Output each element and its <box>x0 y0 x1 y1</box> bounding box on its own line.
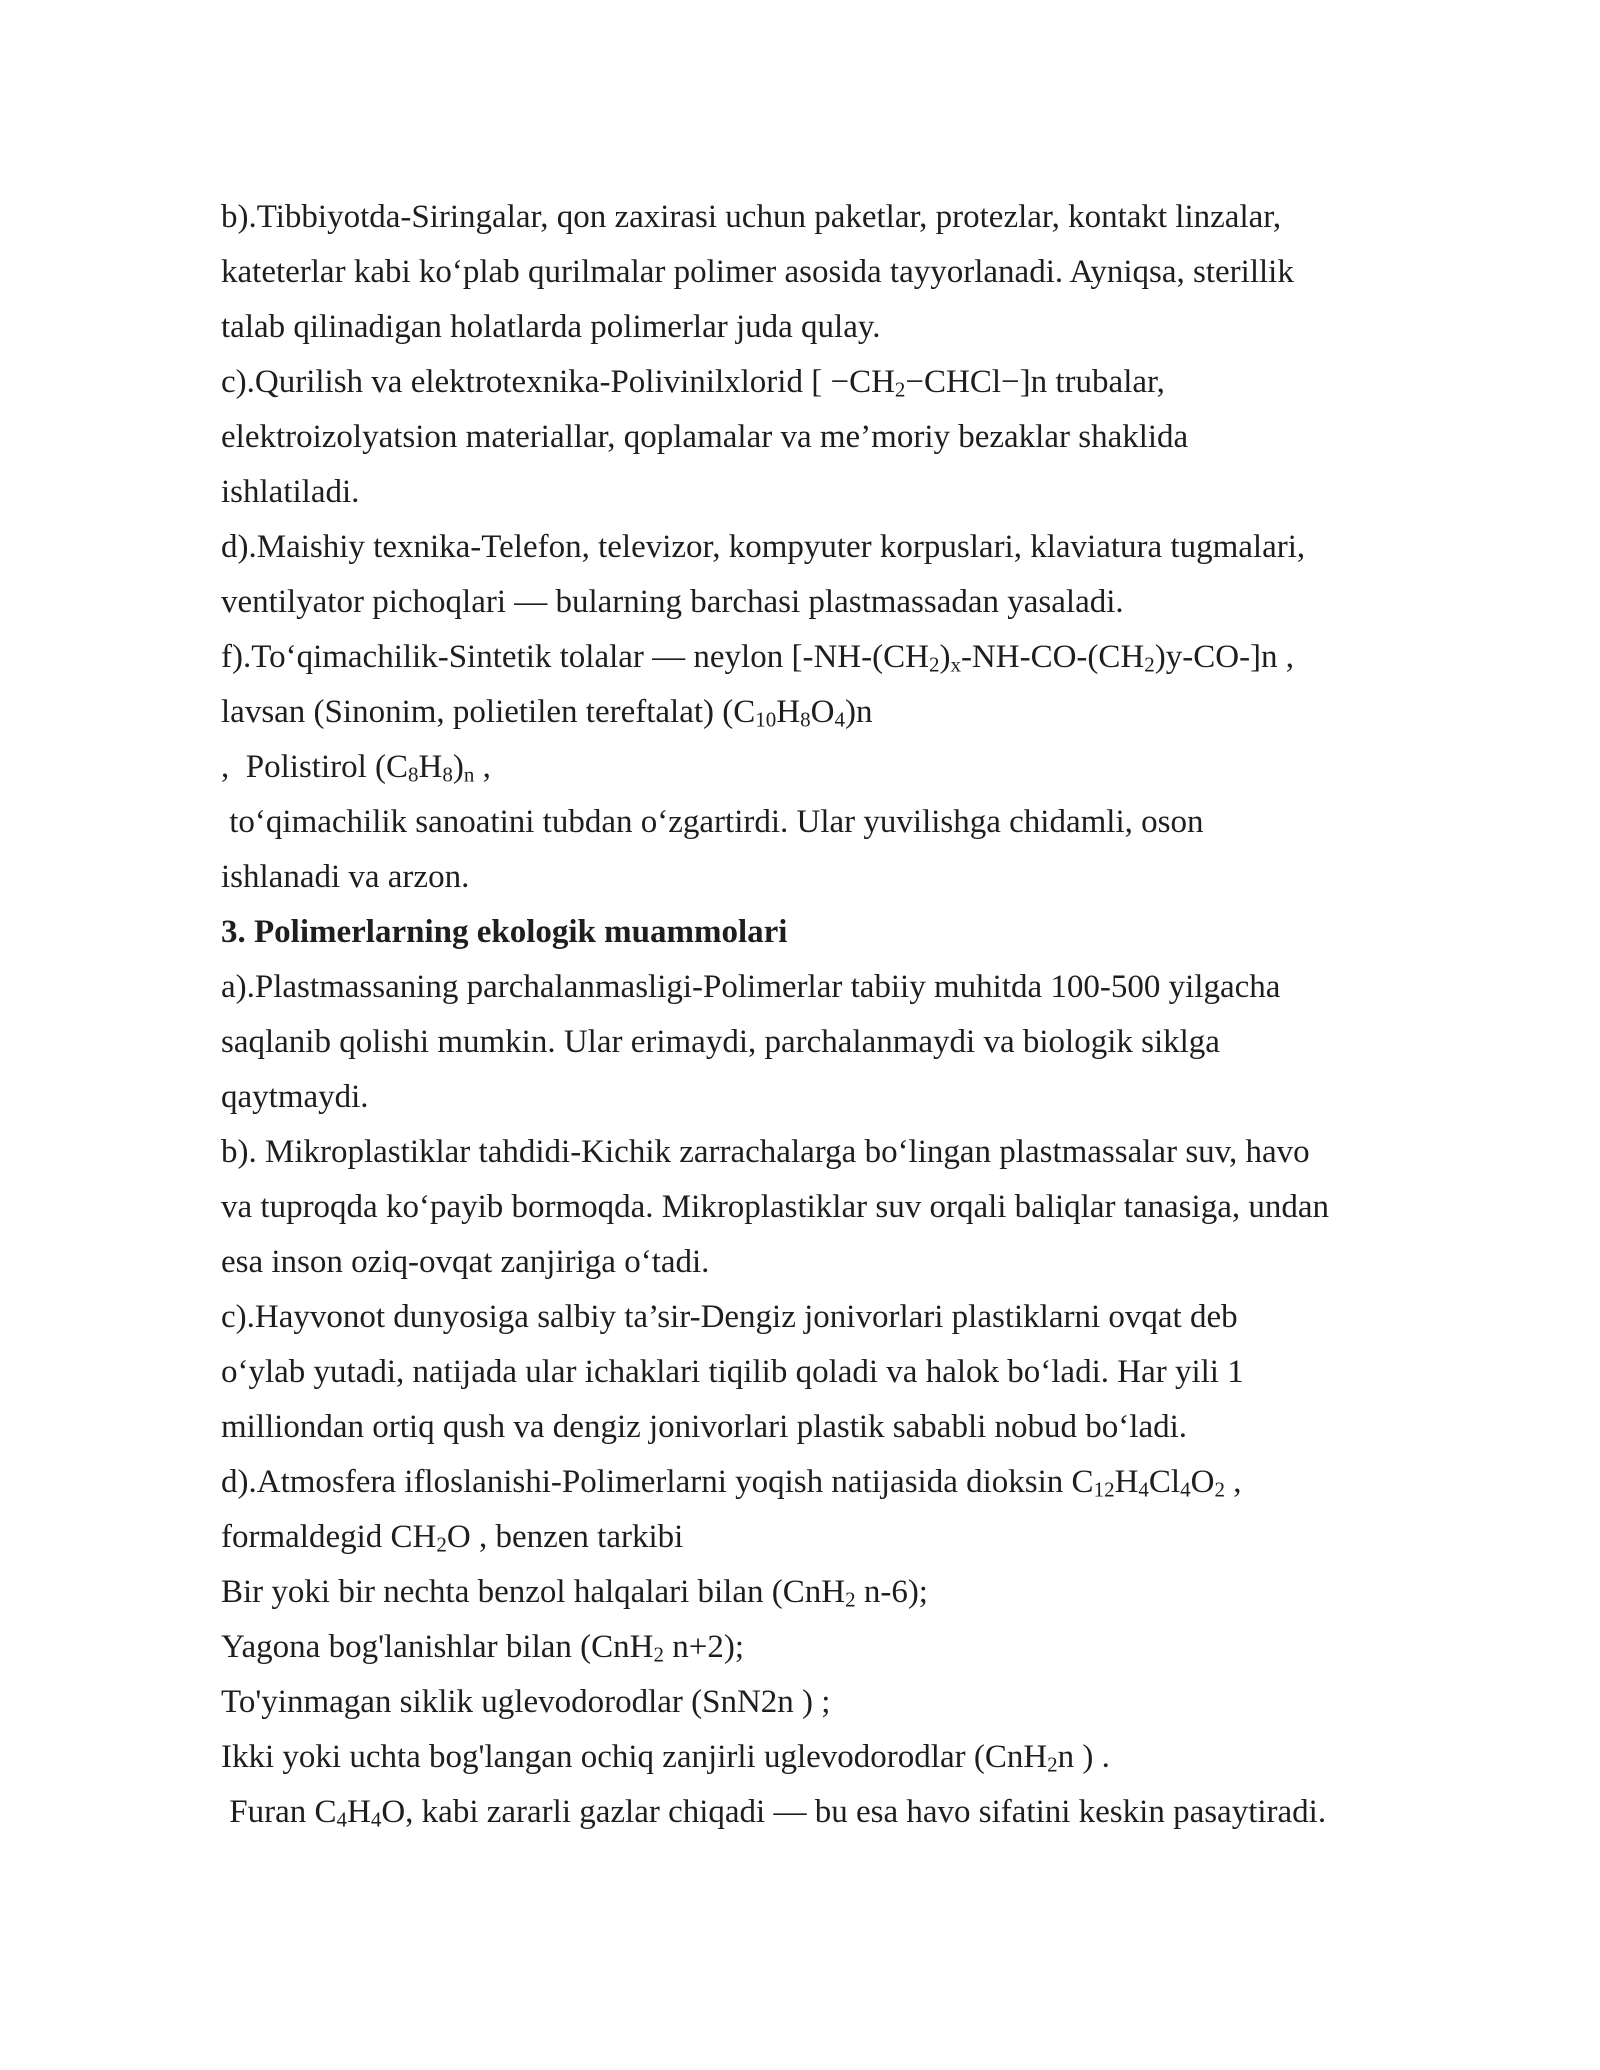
paragraph-eco-d-single-bond-line <box>221 1620 1491 1675</box>
subscript: n <box>463 762 475 787</box>
text-run: O <box>1190 1464 1215 1500</box>
subscript: 4 <box>834 707 845 732</box>
text-run: n-6); <box>855 1574 928 1610</box>
paragraph-eco-a-line-1: a).Plastmassaning parchalanmasligi-Polimerlar tabiiy muhitda 100-500 yilgacha <box>221 969 1281 1005</box>
paragraph-eco-a-line-2: saqlanib qolishi mumkin. Ular erimaydi, parchalanmaydi va biologik siklga <box>221 1024 1220 1060</box>
paragraph-eco-d-unsaturated-line: To'yinmagan siklik uglevodorodlar (SnN2n ) ; <box>221 1684 831 1720</box>
paragraph-eco-d-benzol-line <box>221 1565 1491 1620</box>
paragraph-appliances-line-1: d).Maishiy texnika-Telefon, televizor, kompyuter korpuslari, klaviatura tugmalari, <box>221 529 1306 565</box>
paragraph-eco-a-line-3: qaytmaydi. <box>221 1079 369 1115</box>
subscript: 2 <box>436 1532 447 1557</box>
text-run: , <box>1224 1464 1242 1500</box>
text-run: H <box>347 1794 371 1830</box>
paragraph-eco-d-dioxin-line <box>221 1455 1491 1510</box>
subscript: 4 <box>336 1807 347 1832</box>
text-run: ) <box>939 639 951 675</box>
text-run: n ) . <box>1057 1739 1110 1775</box>
subscript: 4 <box>1180 1477 1191 1502</box>
paragraph-construction-line-1 <box>221 355 1491 410</box>
section-heading: 3. Polimerlarning ekologik muammolari <box>221 914 788 950</box>
paragraph-eco-c-line-2: o‘ylab yutadi, natijada ular ichaklari tiqilib qoladi va halok bo‘ladi. Har yili 1 <box>221 1354 1244 1390</box>
text-run: −CHCl−]n trubalar, <box>905 364 1165 400</box>
subscript: 2 <box>653 1642 664 1667</box>
paragraph-medicine-line-2: kateterlar kabi ko‘plab qurilmalar polimer asosida tayyorlanadi. Ayniqsa, sterillik <box>221 254 1294 290</box>
text-run: Bir yoki bir nechta benzol halqalari bilan (CnH <box>221 1574 846 1610</box>
paragraph-appliances-line-2: ventilyator pichoqlari — bularning barchasi plastmassadan yasaladi. <box>221 584 1124 620</box>
text-run: formaldegid CH <box>221 1519 437 1555</box>
text-run: )n <box>844 694 873 730</box>
text-run: )y-CO-]n , <box>1154 639 1295 675</box>
paragraph-textile-nylon-line <box>221 630 1491 685</box>
text-run: lavsan (Sinonim, polietilen tereftalat) (C <box>221 694 756 730</box>
text-run: Yagona bog'lanishlar bilan (CnH <box>221 1629 654 1665</box>
subscript: 8 <box>800 707 811 732</box>
text-run: Ikki yoki uchta bog'langan ochiq zanjirli uglevodorodlar (CnH <box>221 1739 1048 1775</box>
subscript: 2 <box>1144 652 1155 677</box>
subscript: 2 <box>928 652 940 677</box>
text-run: O, kabi zararli gazlar chiqadi — bu esa havo sifatini keskin pasaytiradi. <box>381 1794 1327 1830</box>
paragraph-construction-line-3: ishlatiladi. <box>221 474 360 510</box>
paragraph-eco-d-double-bond-line <box>221 1730 1491 1785</box>
text-run: f).To‘qimachilik-Sintetik tolalar — neylon [-NH-(CH <box>221 639 929 675</box>
subscript: 8 <box>408 762 419 787</box>
paragraph-textile-line-4: to‘qimachilik sanoatini tubdan o‘zgartirdi. Ular yuvilishga chidamli, oson <box>221 804 1204 840</box>
text-run: d).Atmosfera ifloslanishi-Polimerlarni yoqish natijasida dioksin C <box>221 1464 1094 1500</box>
subscript: 2 <box>845 1587 856 1612</box>
paragraph-textile-lavsan-line <box>221 685 1491 740</box>
subscript: 10 <box>755 707 777 732</box>
text-run: ) <box>452 749 464 785</box>
subscript: 2 <box>894 377 906 402</box>
text-run: Cl <box>1148 1464 1181 1500</box>
text-run: H <box>776 694 801 730</box>
subscript: 8 <box>442 762 453 787</box>
document-page <box>221 190 1491 1840</box>
text-run: -NH-CO-(CH <box>960 639 1145 675</box>
paragraph-medicine-line-3: talab qilinadigan holatlarda polimerlar juda qulay. <box>221 309 881 345</box>
text-run: O , benzen tarkibi <box>446 1519 684 1555</box>
subscript: x <box>950 652 961 677</box>
subscript: 2 <box>1214 1477 1225 1502</box>
text-run: , Polistirol (C <box>221 749 409 785</box>
text-run: H <box>1114 1464 1139 1500</box>
paragraph-eco-d-furan-line <box>221 1785 1491 1840</box>
text-run: Furan C <box>221 1794 337 1830</box>
text-run: , <box>474 749 491 785</box>
paragraph-textile-line-5: ishlanadi va arzon. <box>221 859 470 895</box>
paragraph-construction-line-2: elektroizolyatsion materiallar, qoplamalar va me’moriy bezaklar shaklida <box>221 419 1189 455</box>
text-run: n+2); <box>663 1629 744 1665</box>
text-run: c).Qurilish va elektrotexnika-Polivinilxlorid [ −CH <box>221 364 895 400</box>
paragraph-medicine-line-1: b).Tibbiyotda-Siringalar, qon zaxirasi uchun paketlar, protezlar, kontakt linzalar, <box>221 199 1282 235</box>
subscript: 2 <box>1047 1752 1058 1777</box>
subscript: 12 <box>1093 1477 1115 1502</box>
text-run: H <box>418 749 443 785</box>
paragraph-eco-d-formaldehyde-line <box>221 1510 1491 1565</box>
paragraph-textile-polystyrene-line <box>221 740 1491 795</box>
text-run: O <box>810 694 835 730</box>
paragraph-eco-c-line-1: c).Hayvonot dunyosiga salbiy ta’sir-Dengiz jonivorlari plastiklarni ovqat deb <box>221 1299 1238 1335</box>
subscript: 4 <box>370 1807 382 1832</box>
paragraph-eco-b-line-3: esa inson oziq-ovqat zanjiriga o‘tadi. <box>221 1244 710 1280</box>
paragraph-eco-b-line-1: b). Mikroplastiklar tahdidi-Kichik zarrachalarga bo‘lingan plastmassalar suv, havo <box>221 1134 1310 1170</box>
paragraph-eco-c-line-3: milliondan ortiq qush va dengiz jonivorlari plastik sababli nobud bo‘ladi. <box>221 1409 1188 1445</box>
paragraph-eco-b-line-2: va tuproqda ko‘payib bormoqda. Mikroplastiklar suv orqali baliqlar tanasiga, undan <box>221 1189 1329 1225</box>
subscript: 4 <box>1138 1477 1149 1502</box>
